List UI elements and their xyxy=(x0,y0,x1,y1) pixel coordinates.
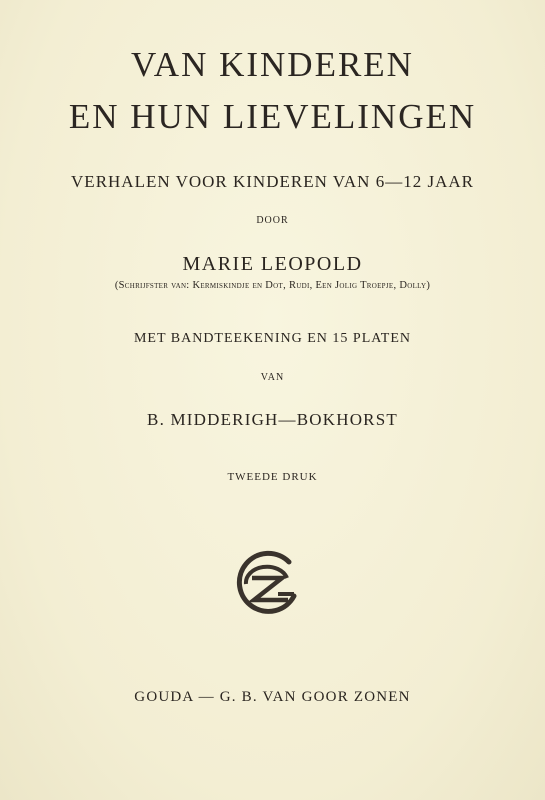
author-name: MARIE LEOPOLD xyxy=(182,253,363,275)
illustrator-name: B. MIDDERIGH—BOKHORST xyxy=(147,410,398,429)
edition-label: TWEEDE DRUK xyxy=(227,471,318,483)
illustrations-note: MET BANDTEEKENING EN 15 PLATEN xyxy=(133,331,412,346)
publisher-monogram-icon xyxy=(232,548,302,618)
publisher-imprint: GOUDA — G. B. VAN GOOR ZONEN xyxy=(134,689,411,705)
book-subtitle: VERHALEN VOOR KINDEREN VAN 6—12 JAAR xyxy=(71,172,474,191)
by-label: DOOR xyxy=(256,215,289,226)
book-title-line-1: VAN KINDEREN xyxy=(131,45,414,84)
book-title-line-2: EN HUN LIEVELINGEN xyxy=(68,97,477,136)
illustrations-by-label: VAN xyxy=(260,372,285,383)
author-other-works: (Schrijfster van: Kermiskindje en Dot, Rudi, Een Jolig Troepje, Dolly) xyxy=(114,280,431,291)
